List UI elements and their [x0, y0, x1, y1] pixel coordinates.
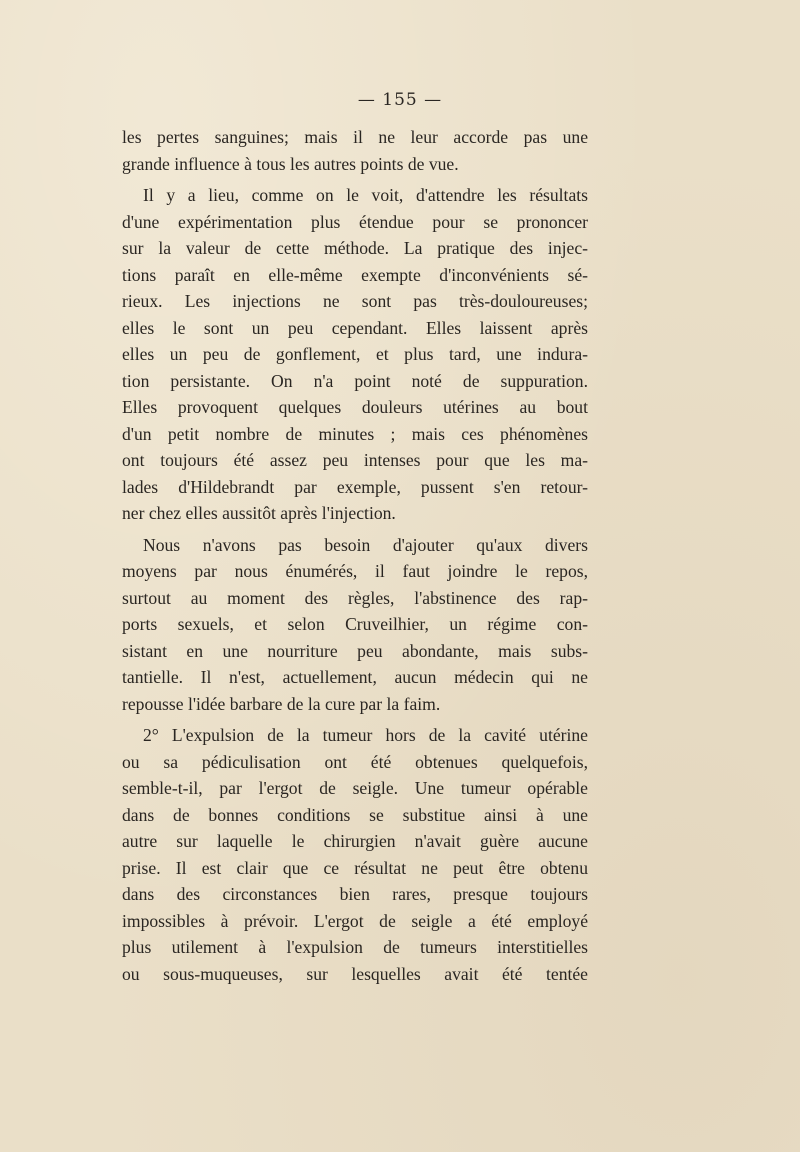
page-number: — 155 — [357, 90, 443, 110]
text-line: Il y a lieu, comme on le voit, d'attendre les résultats [143, 185, 588, 205]
text-line: tantielle. Il n'est, actuellement, aucun médecin qui ne [122, 667, 588, 687]
body-text [122, 124, 588, 987]
text-line: ner chez elles aussitôt après l'injection. [122, 503, 396, 523]
text-line: sur la valeur de cette méthode. La pratique des injec- [122, 238, 588, 258]
text-line: dans de bonnes conditions se substitue ainsi à une [122, 804, 588, 825]
text-line: sistant en une nourriture peu abondante, mais subs- [122, 640, 588, 661]
text-line: ou sa pédiculisation ont été obtenues quelquefois, [122, 751, 588, 772]
text-line: les pertes sanguines; mais il ne leur accorde pas une [122, 127, 588, 147]
text-line: tion persistante. On n'a point noté de suppuration. [122, 370, 588, 391]
text-line: prise. Il est clair que ce résultat ne peut être obtenu [122, 857, 588, 878]
paragraph-1 [122, 124, 588, 177]
text-line: impossibles à prévoir. L'ergot de seigle a été employé [122, 910, 588, 931]
text-line: surtout au moment des règles, l'abstinence des rap- [122, 587, 588, 608]
text-line: dans des circonstances bien rares, presque toujours [122, 884, 588, 904]
text-line: Elles provoquent quelques douleurs utérines au bout [122, 397, 588, 417]
text-line: autre sur laquelle le chirurgien n'avait guère aucune [122, 831, 588, 851]
text-line: elles un peu de gonflement, et plus tard, une indura- [122, 344, 588, 364]
text-line: d'un petit nombre de minutes ; mais ces phénomènes [122, 423, 588, 444]
paragraph-2 [122, 182, 588, 527]
text-line: elles le sont un peu cependant. Elles laissent après [122, 317, 588, 338]
text-line: 2° L'expulsion de la tumeur hors de la cavité utérine [143, 725, 588, 745]
text-line: ou sous-muqueuses, sur lesquelles avait été tentée [122, 963, 588, 984]
text-line: grande influence à tous les autres points de vue. [122, 153, 459, 174]
text-line: semble-t-il, par l'ergot de seigle. Une tumeur opérable [122, 778, 588, 798]
text-line: rieux. Les injections ne sont pas très-douloureuses; [122, 291, 588, 311]
text-line: lades d'Hildebrandt par exemple, pussent s'en retour- [122, 476, 588, 497]
text-line: d'une expérimentation plus étendue pour se prononcer [122, 211, 588, 232]
text-line: plus utilement à l'expulsion de tumeurs interstitielles [122, 937, 588, 957]
text-line: ont toujours été assez peu intenses pour que les ma- [122, 450, 588, 470]
text-line: moyens par nous énumérés, il faut joindre le repos, [122, 561, 588, 581]
text-line: ports sexuels, et selon Cruveilhier, un régime con- [122, 614, 588, 634]
text-line: repousse l'idée barbare de la cure par la faim. [122, 693, 441, 714]
text-line: Nous n'avons pas besoin d'ajouter qu'aux divers [143, 534, 588, 555]
paragraph-4 [122, 722, 588, 987]
paragraph-3 [122, 532, 588, 718]
text-line: tions paraît en elle-même exempte d'inconvénients sé- [122, 264, 588, 285]
